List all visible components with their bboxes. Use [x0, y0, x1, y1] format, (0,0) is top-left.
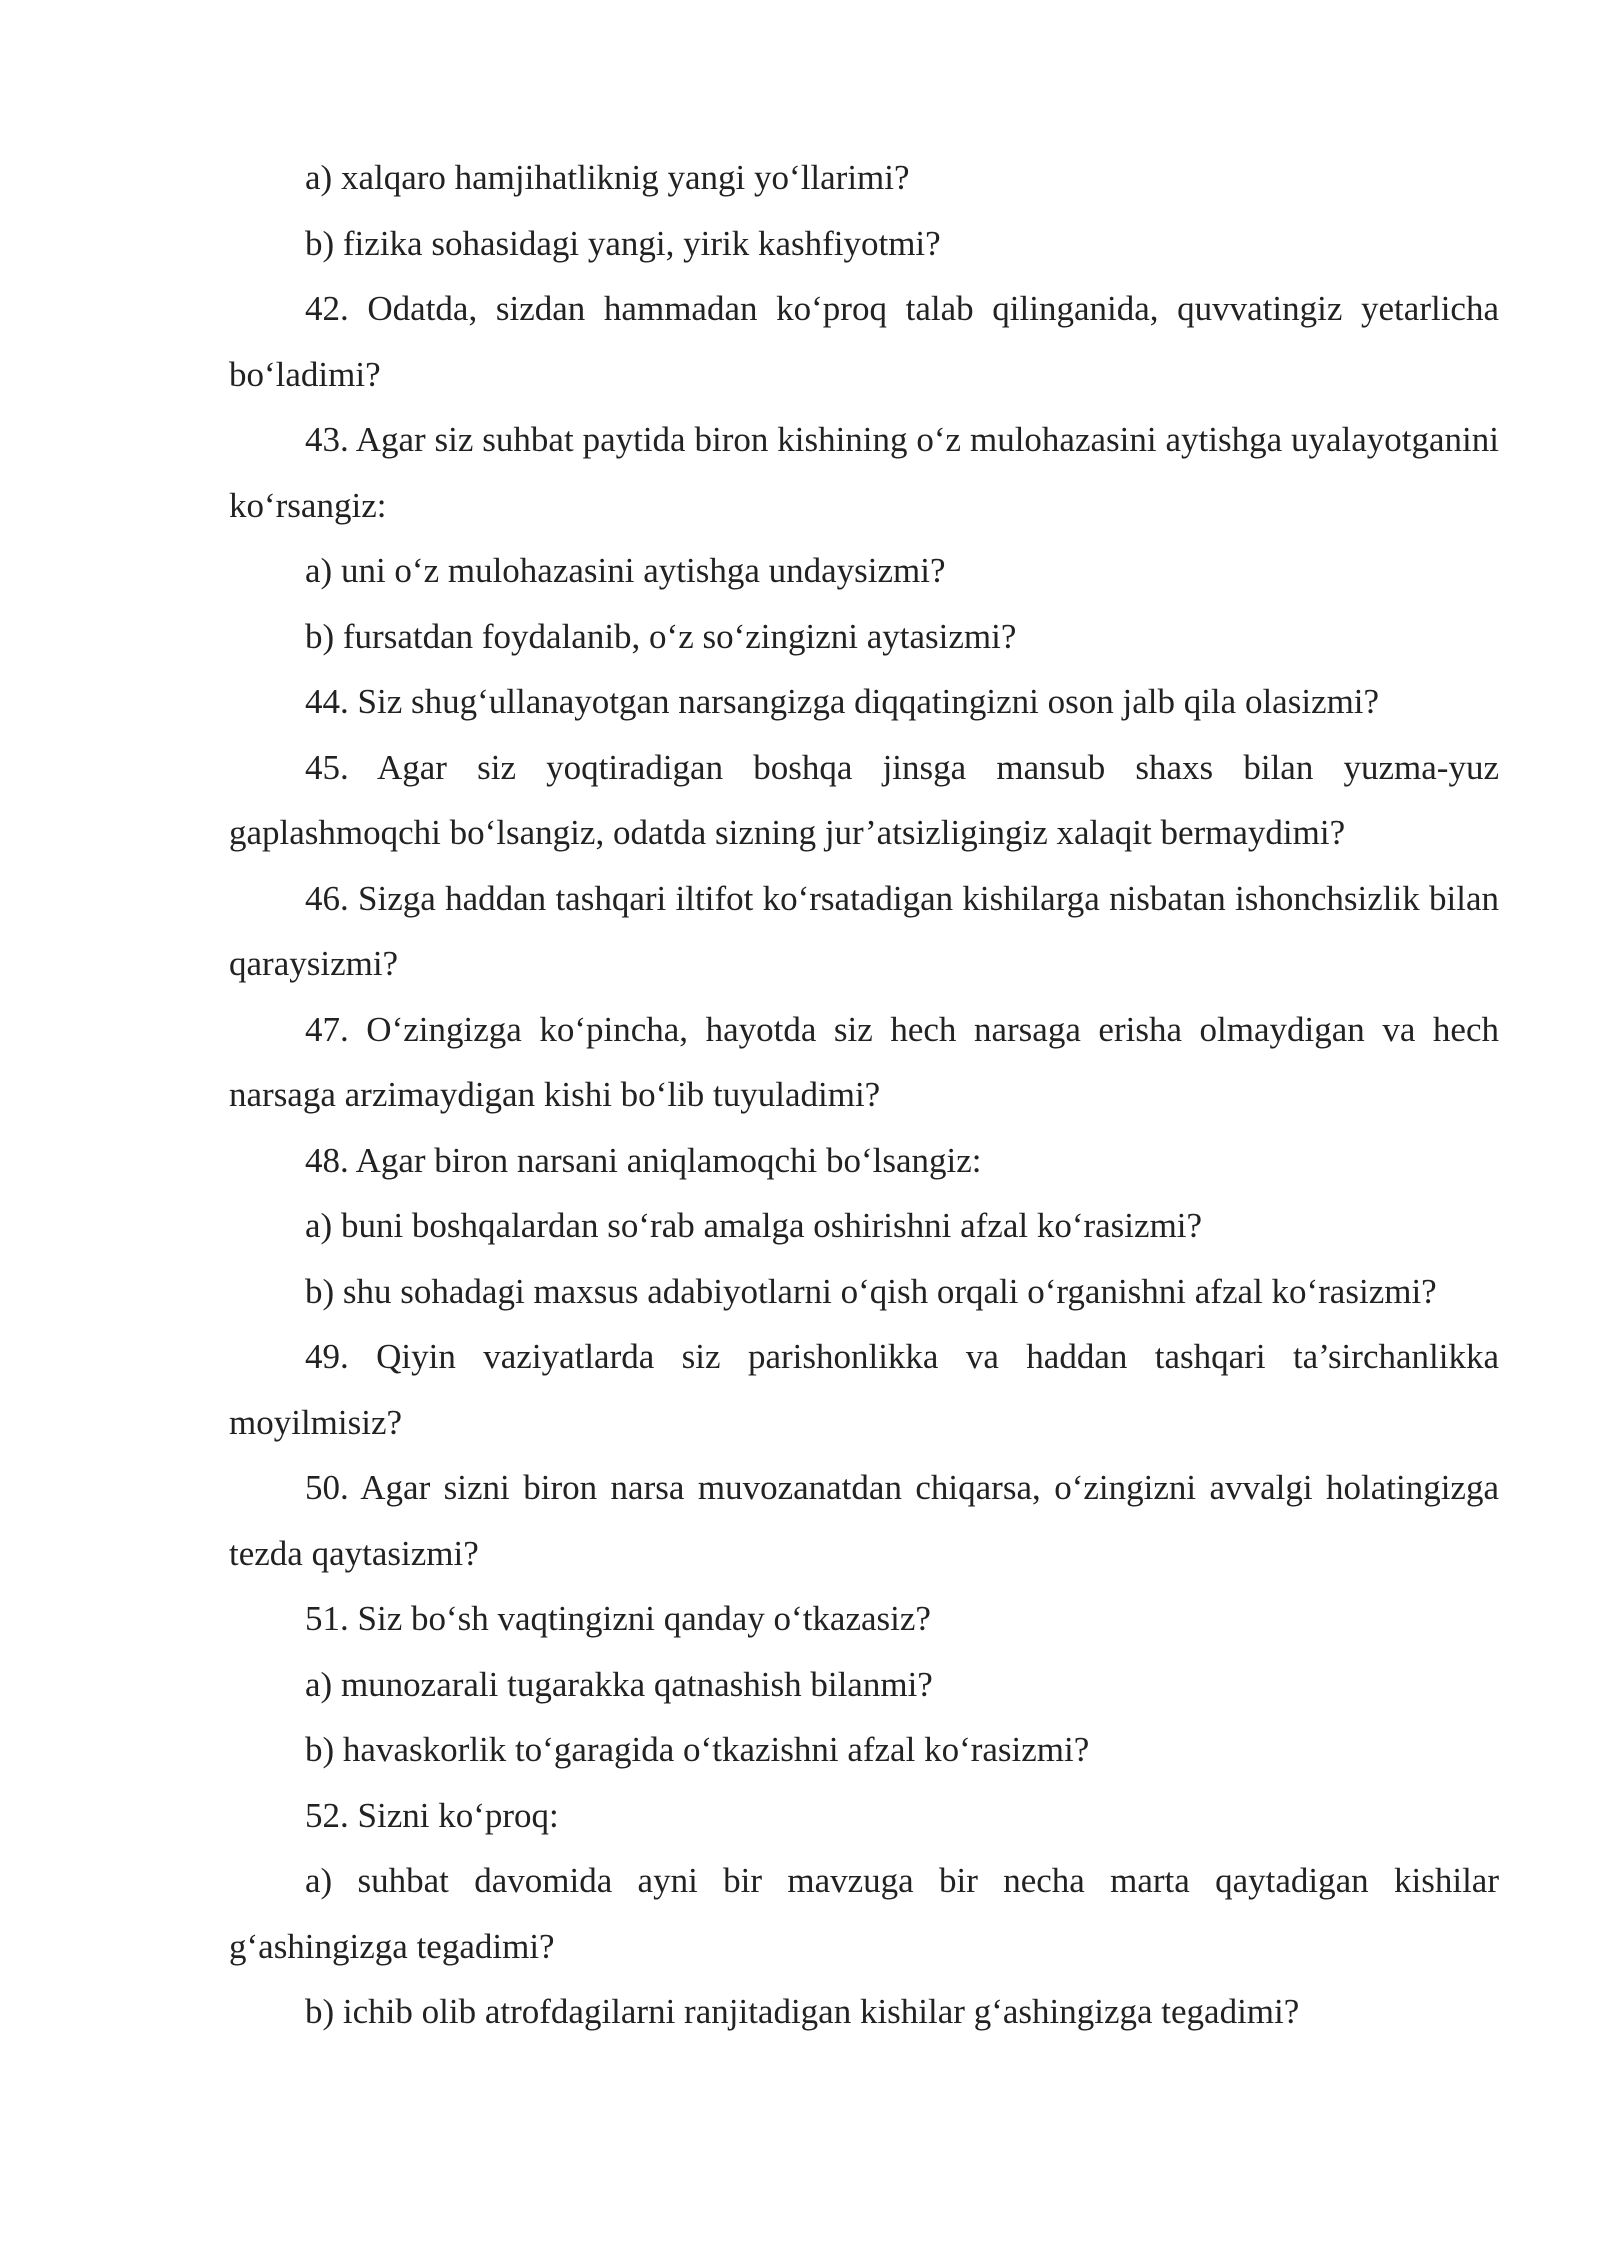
paragraph: 45. Agar siz yoqtiradigan boshqa jinsga mansub shaxs bilan yuzma-yuz gaplashmoqchi bo‘lsangiz, odatda sizning jur’atsizligingiz xalaqit bermaydimi? — [229, 747, 1499, 852]
paragraph: a) uni o‘z mulohazasini aytishga undaysizmi? — [305, 551, 946, 590]
paragraph: a) suhbat davomida ayni bir mavzuga bir necha marta qaytadigan kishilar g‘ashingizga tegadimi? — [229, 1861, 1499, 1966]
paragraph: b) fizika sohasidagi yangi, yirik kashfiyotmi? — [305, 223, 941, 263]
paragraph: a) buni boshqalardan so‘rab amalga oshirishni afzal ko‘rasizmi? — [305, 1206, 1203, 1245]
paragraph: a) munozarali tugarakka qatnashish bilanmi? — [305, 1664, 933, 1704]
paragraph: 49. Qiyin vaziyatlarda siz parishonlikka va haddan tashqari ta’sirchanlikka moyilmisiz? — [229, 1337, 1499, 1442]
paragraph: 43. Agar siz suhbat paytida biron kishining o‘z mulohazasini aytishga uyalayotganini ko‘rsangiz: — [229, 420, 1499, 525]
paragraph: 42. Odatda, sizdan hammadan ko‘proq talab qilinganida, quvvatingiz yetarlicha bo‘ladimi? — [229, 289, 1499, 394]
paragraph: b) shu sohadagi maxsus adabiyotlarni o‘qish orqali o‘rganishni afzal ko‘rasizmi? — [305, 1271, 1437, 1311]
paragraph: 44. Siz shug‘ullanayotgan narsangizga diqqatingizni oson jalb qila olasizmi? — [305, 682, 1380, 721]
paragraph: a) xalqaro hamjihatliknig yangi yo‘llarimi? — [305, 158, 910, 197]
paragraph: b) ichib olib atrofdagilarni ranjitadigan kishilar g‘ashingizga tegadimi? — [305, 1992, 1300, 2031]
paragraph: 50. Agar sizni biron narsa muvozanatdan chiqarsa, o‘zingizni avvalgi holatingizga tezda qaytasizmi? — [229, 1468, 1499, 1573]
paragraph: 52. Sizni ko‘proq: — [305, 1795, 559, 1835]
paragraph: 48. Agar biron narsani aniqlamoqchi bo‘lsangiz: — [305, 1140, 982, 1180]
paragraph: b) havaskorlik to‘garagida o‘tkazishni afzal ko‘rasizmi? — [305, 1730, 1090, 1769]
paragraph: b) fursatdan foydalanib, o‘z so‘zingizni aytasizmi? — [305, 616, 1017, 656]
page-body — [229, 145, 1499, 2045]
paragraph: 46. Sizga haddan tashqari iltifot ko‘rsatadigan kishilarga nisbatan ishonchsizlik bilan qaraysizmi? — [229, 878, 1499, 983]
paragraph: 47. O‘zingizga ko‘pincha, hayotda siz hech narsaga erisha olmaydigan va hech narsaga arzimaydigan kishi bo‘lib tuyuladimi? — [229, 1009, 1499, 1114]
paragraph: 51. Siz bo‘sh vaqtingizni qanday o‘tkazasiz? — [305, 1599, 931, 1638]
